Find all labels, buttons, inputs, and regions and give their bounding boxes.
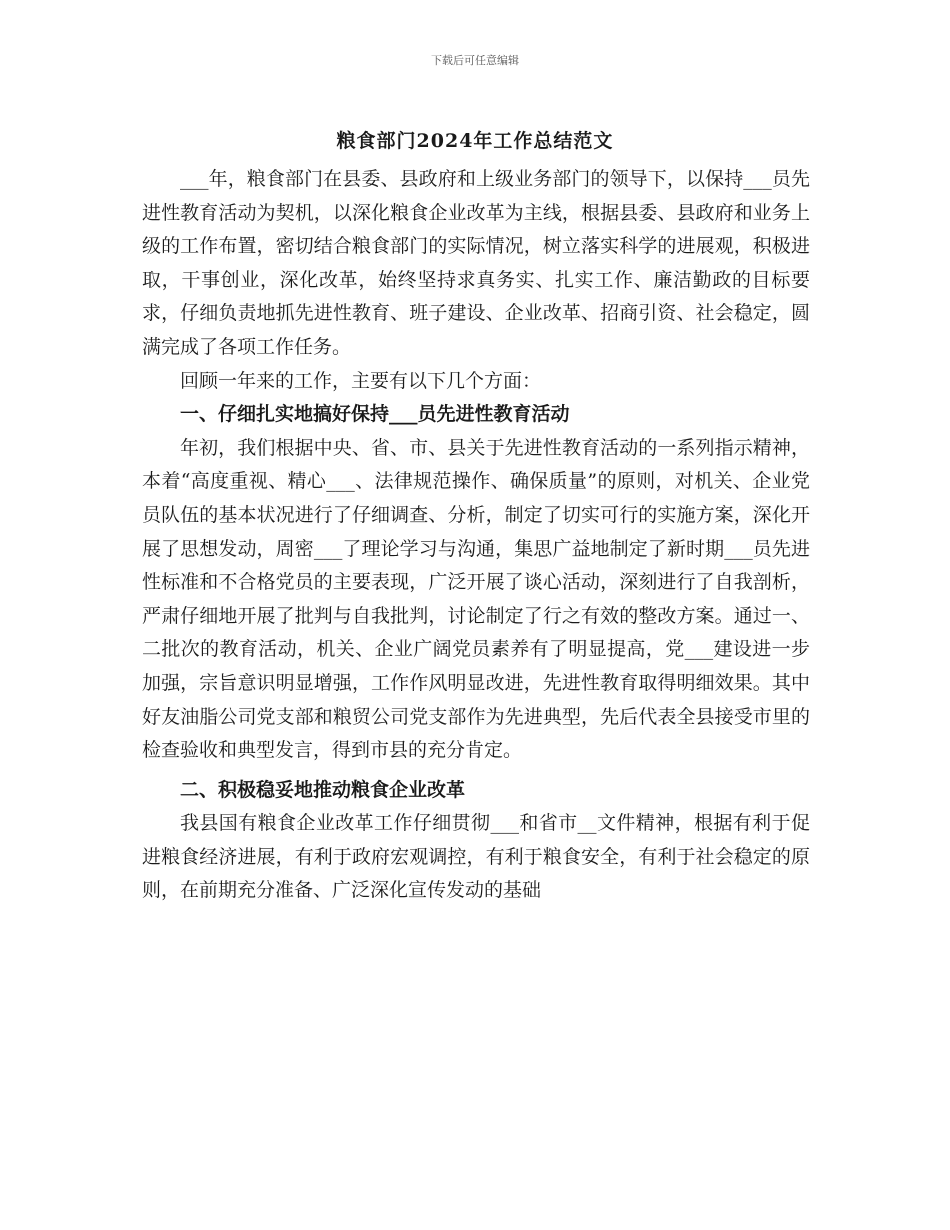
section-heading-1: 一、仔细扎实地搞好保持___员先进性教育活动 <box>180 403 570 426</box>
document-body <box>142 163 810 908</box>
section-heading-2: 二、积极稳妥地推动粮食企业改革 <box>180 778 466 801</box>
document-title: 粮食部门2024年工作总结范文 <box>336 130 614 152</box>
paragraph-section-1: 年初，我们根据中央、省、市、县关于先进性教育活动的一系列指示精神，本着“高度重视、精心___、法律规范操作、确保质量”的原则，对机关、企业党员队伍的基本状况进行了仔细调查、分析，制定了切实可行的实施方案，深化开展了思想发动，周密___了理论学习与沟通，集思广益地制定了新时期___员先进性标准和不合格党员的主要表现，广泛开展了谈心活动，深刻进行了自我剖析，严肃仔细地开展了批判与自我批判，讨论制定了行之有效的整改方案。通过一、二批次的教育活动，机关、企业广阔党员素养有了明显提高，党___建设进一步加强，宗旨意识明显增强，工作作风明显改进，先进性教育取得明细效果。其中好友油脂公司党支部和粮贸公司党支部作为先进典型，先后代表全县接受市里的检查验收和典型发言，得到市县的充分肯定。 <box>142 436 810 762</box>
paragraph-section-2: 我县国有粮食企业改革工作仔细贯彻___和省市__文件精神，根据有利于促进粮食经济进展，有利于政府宏观调控，有利于粮食安全，有利于社会稳定的原则，在前期充分准备、广泛深化宣传发动的基础 <box>142 812 810 902</box>
paragraph-review: 回顾一年来的工作，主要有以下几个方面： <box>180 369 542 392</box>
paragraph-intro: ___年，粮食部门在县委、县政府和上级业务部门的领导下，以保持___员先进性教育活动为契机，以深化粮食企业改革为主线，根据县委、县政府和业务上级的工作布置，密切结合粮食部门的实际情况，树立落实科学的进展观，积极进取，干事创业，深化改革，始终坚持求真务实、扎实工作、廉洁勤政的目标要求，仔细负责地抓先进性教育、班子建设、企业改革、招商引资、社会稳定，圆满完成了各项工作任务。 <box>142 168 810 358</box>
header-note: 下载后可任意编辑 <box>431 54 519 67</box>
